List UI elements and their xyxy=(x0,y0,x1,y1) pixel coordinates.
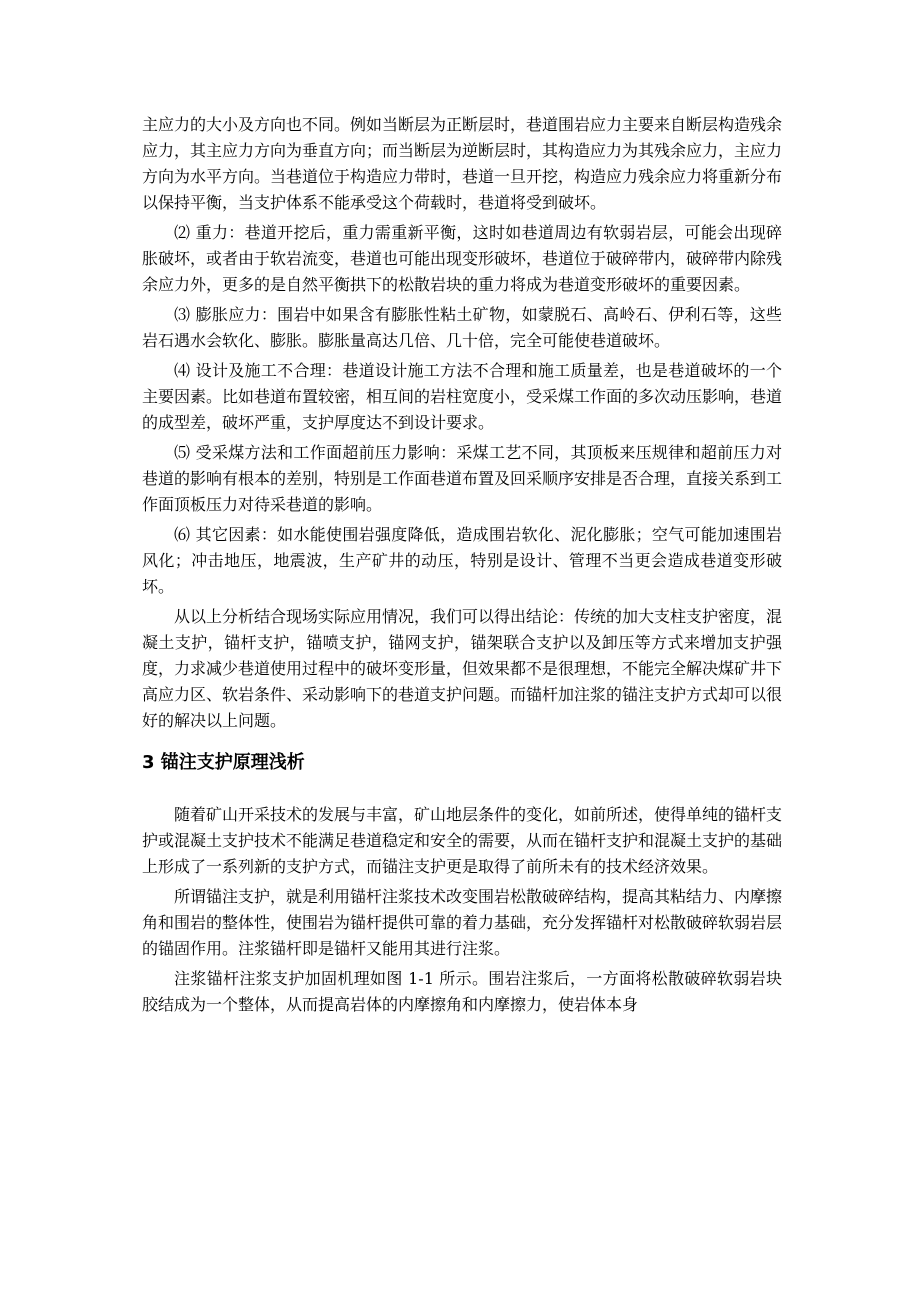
paragraph: ⑵ 重力：巷道开挖后，重力需重新平衡，这时如巷道周边有软弱岩层，可能会出现碎胀破坏，或者由于软岩流变，巷道也可能出现变形破坏，巷道位于破碎带内，破碎带内除残余应力外，更多的是自然平衡拱下的松散岩块的重力将成为巷道变形破坏的重要因素。 xyxy=(142,223,783,294)
paragraph: 注浆锚杆注浆支护加固机理如图 1-1 所示。围岩注浆后，一方面将松散破碎软弱岩块胶结成为一个整体，从而提高岩体的内摩擦角和内摩擦力，使岩体本身 xyxy=(142,969,782,1014)
paragraph: 随着矿山开采技术的发展与丰富，矿山地层条件的变化，如前所述，使得单纯的锚杆支护或混凝土支护技术不能满足巷道稳定和安全的需要，从而在锚杆支护和混凝土支护的基础上形成了一系列新的支护方式，而锚注支护更是取得了前所未有的技术经济效果。 xyxy=(142,805,783,876)
section-heading: 3 锚注支护原理浅析 xyxy=(142,752,305,773)
paragraph: ⑶ 膨胀应力：围岩中如果含有膨胀性粘土矿物，如蒙脱石、高岭石、伊利石等，这些岩石遇水会软化、膨胀。膨胀量高达几倍、几十倍，完全可能使巷道破坏。 xyxy=(142,305,782,350)
paragraph: ⑸ 受采煤方法和工作面超前压力影响：采煤工艺不同，其顶板来压规律和超前压力对巷道的影响有根本的差别，特别是工作面巷道布置及回采顺序安排是否合理，直接关系到工作面顶板压力对待采巷道的影响。 xyxy=(142,443,783,514)
paragraph: 主应力的大小及方向也不同。例如当断层为正断层时，巷道围岩应力主要来自断层构造残余应力，其主应力方向为垂直方向；而当断层为逆断层时，其构造应力为其残余应力，主应力方向为水平方向。当巷道位于构造应力带时，巷道一旦开挖，构造应力残余应力将重新分布以保持平衡，当支护体系不能承受这个荷载时，巷道将受到破坏。 xyxy=(142,115,783,212)
paragraph: 所谓锚注支护，就是利用锚杆注浆技术改变围岩松散破碎结构，提高其粘结力、内摩擦角和围岩的整体性，使围岩为锚杆提供可靠的着力基础，充分发挥锚杆对松散破碎软弱岩层的锚固作用。注浆锚杆即是锚杆又能用其进行注浆。 xyxy=(142,887,783,958)
paragraph: 从以上分析结合现场实际应用情况，我们可以得出结论：传统的加大支柱支护密度，混凝土支护，锚杆支护，锚喷支护，锚网支护，锚架联合支护以及卸压等方式来增加支护强度，力求减少巷道使用过程中的破坏变形量，但效果都不是很理想，不能完全解决煤矿井下高应力区、软岩条件、采动影响下的巷道支护问题。而锚杆加注浆的锚注支护方式却可以很好的解决以上问题。 xyxy=(142,607,783,730)
document-page xyxy=(142,112,782,1022)
paragraph: ⑹ 其它因素：如水能使围岩强度降低，造成围岩软化、泥化膨胀；空气可能加速围岩风化；冲击地压，地震波，生产矿井的动压，特别是设计、管理不当更会造成巷道变形破坏。 xyxy=(142,525,782,596)
paragraph: ⑷ 设计及施工不合理：巷道设计施工方法不合理和施工质量差，也是巷道破坏的一个主要因素。比如巷道布置较密，相互间的岩柱宽度小，受采煤工作面的多次动压影响，巷道的成型差，破坏严重，支护厚度达不到设计要求。 xyxy=(142,361,783,432)
